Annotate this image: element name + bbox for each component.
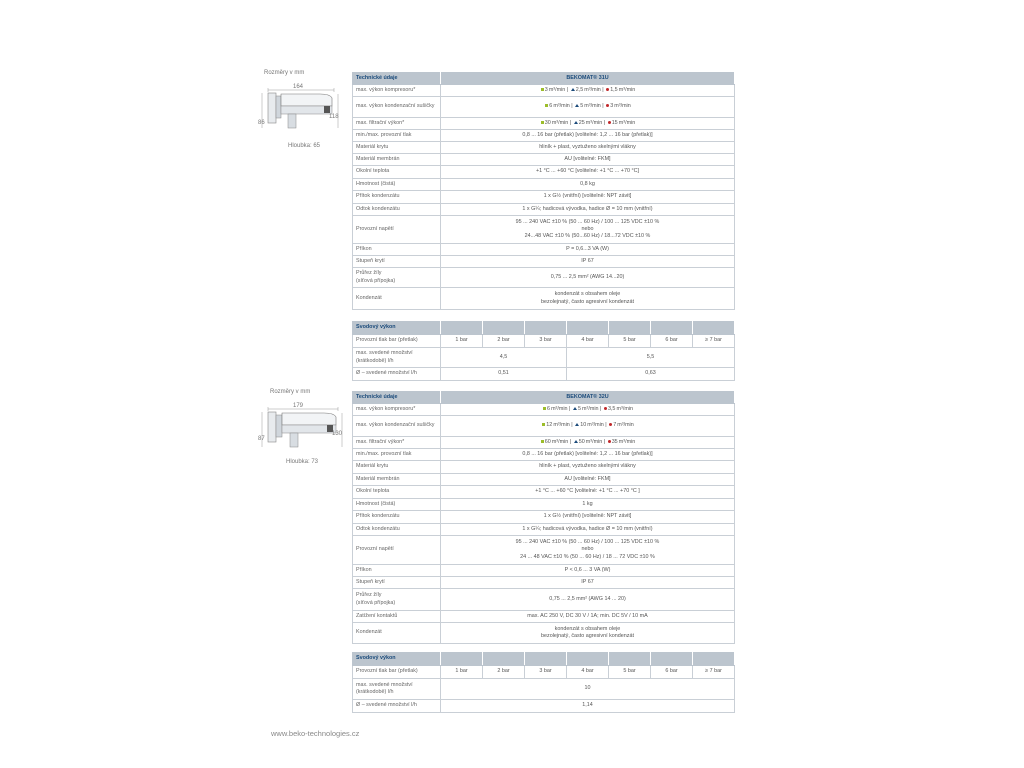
voltage-line-1: 95 ... 240 VAC ±10 % (50 ... 60 Hz) / 100 ... 125 VDC ±10 %	[515, 539, 660, 546]
quantity-row	[353, 679, 735, 700]
flow-triangle-value: 5	[580, 103, 584, 110]
bar-cell: 4 bar	[567, 666, 609, 679]
flow-values	[441, 85, 735, 97]
spec-row	[353, 118, 735, 130]
header-cell	[609, 653, 651, 666]
spec-value: 0,8 kg	[441, 179, 735, 191]
spec-row	[353, 536, 735, 565]
average-label: Ø – svedené množství l/h	[353, 700, 441, 713]
quantity-value: 10	[441, 679, 735, 700]
spec-value: 1 x G¼; hadicová vývodka, hadice Ø = 10 mm (vnitřní)	[441, 204, 735, 216]
bar-cell: ≥ 7 bar	[693, 335, 735, 348]
spec-header-model: BEKOMAT® 32U	[441, 392, 735, 404]
unit: m³/min	[582, 405, 599, 412]
drain-table-32u	[352, 652, 735, 713]
separator: |	[571, 103, 573, 110]
spec-row	[353, 154, 735, 166]
dimension-width: 179	[293, 403, 304, 409]
spec-label-line: Průřez žíly	[356, 592, 382, 599]
bar-cell: 6 bar	[651, 666, 693, 679]
header-cell	[525, 653, 567, 666]
bar-cell: 1 bar	[441, 666, 483, 679]
spec-row	[353, 437, 735, 449]
spec-label: min./max. provozní tlak	[353, 449, 441, 461]
separator: |	[569, 119, 572, 126]
header-cell	[441, 322, 483, 335]
spec-row	[353, 179, 735, 191]
spec-label: Příkon	[353, 565, 441, 577]
dimension-height-left: 87	[258, 436, 265, 442]
quantity-row	[353, 348, 735, 368]
flow-circle-value: 3,5	[607, 405, 616, 412]
spec-label: Přítok kondenzátu	[353, 511, 441, 524]
header-cell	[441, 653, 483, 666]
spec-label: Hmotnost (čistá)	[353, 179, 441, 191]
average-row	[353, 700, 735, 713]
spec-label	[353, 589, 441, 611]
average-row	[353, 368, 735, 381]
flow-circle-value: 3	[610, 103, 614, 110]
square-icon	[543, 407, 546, 410]
spec-header-model: BEKOMAT® 31U	[441, 73, 735, 85]
triangle-icon	[574, 440, 578, 443]
unit: m³/min	[551, 438, 569, 445]
spec-table-31u	[352, 72, 735, 310]
circle-icon	[604, 407, 607, 410]
spec-label: Materiál membrán	[353, 474, 441, 486]
unit: m³/min	[584, 86, 601, 93]
spec-label: Hmotnost (čistá)	[353, 499, 441, 511]
spec-header-row	[353, 392, 735, 404]
separator: |	[602, 86, 604, 93]
pressure-label: Provozní tlak bar (přetlak)	[353, 335, 441, 348]
flow-values	[441, 97, 735, 118]
header-cell	[651, 322, 693, 335]
unit: m³/min	[584, 103, 601, 110]
square-icon	[542, 423, 545, 426]
spec-row	[353, 511, 735, 524]
spec-value: hliník + plast, vyztuženo skelnými vlákny	[441, 461, 735, 474]
spec-row	[353, 524, 735, 536]
circle-icon	[608, 121, 611, 124]
drain-table-31u	[352, 321, 735, 381]
unit: m³/min	[553, 103, 570, 110]
spec-label: Kondenzát	[353, 623, 441, 644]
separator: |	[602, 103, 604, 110]
spec-row	[353, 474, 735, 486]
dimension-height-right: 118	[329, 114, 339, 120]
flow-triangle-value: 25	[578, 119, 585, 126]
spec-value: 1 x G½ (vnitřní) [volitelně: NPT závit]	[441, 511, 735, 524]
unit: m³/min	[616, 405, 634, 412]
unit: m³/min	[618, 86, 636, 93]
spec-value: 0,8 ... 16 bar (přetlak) [volitelné: 1,2 ... 16 bar (přetlak)]	[441, 449, 735, 461]
spec-row	[353, 499, 735, 511]
spec-row	[353, 577, 735, 589]
spec-value: P < 0,6 ... 3 VA (W)	[441, 565, 735, 577]
unit: m³/min	[585, 438, 603, 445]
flow-circle-value: 15	[611, 119, 618, 126]
triangle-icon	[574, 121, 578, 124]
pressure-row	[353, 666, 735, 679]
spec-row	[353, 565, 735, 577]
unit: m³/min	[548, 86, 566, 93]
header-cell	[483, 653, 525, 666]
unit: m³/min	[553, 422, 570, 429]
average-value: 0,63	[567, 368, 735, 381]
spec-value: 0,75 ... 2,5 mm² (AWG 14...20)	[441, 268, 735, 288]
spec-value: 0,8 ... 16 bar (přetlak) [volitelné: 1,2 ... 16 bar (přetlak)]	[441, 130, 735, 142]
dimension-depth: Hloubka: 65	[288, 143, 321, 149]
bar-cell: 5 bar	[609, 335, 651, 348]
circle-icon	[606, 88, 609, 91]
flow-square-value: 30	[544, 119, 551, 126]
condensate-line: bezolejnatý, často agresivní kondenzát	[541, 298, 634, 305]
separator: |	[566, 86, 569, 93]
spec-row	[353, 486, 735, 499]
spec-label-line: Průřez žíly	[356, 270, 382, 277]
spec-row	[353, 142, 735, 154]
spec-label: Příkon	[353, 244, 441, 256]
spec-row	[353, 449, 735, 461]
header-cell	[609, 322, 651, 335]
separator: |	[600, 405, 602, 412]
spec-label: Stupeň krytí	[353, 256, 441, 268]
dimension-width: 164	[293, 84, 304, 90]
spec-row	[353, 288, 735, 310]
spec-label-line: (síťová přípojka)	[356, 277, 396, 284]
header-cell	[651, 653, 693, 666]
spec-row	[353, 204, 735, 216]
spec-row	[353, 166, 735, 179]
spec-row	[353, 611, 735, 623]
dimension-drawing-2	[258, 389, 348, 473]
quantity-label-line: (krátkodobě) l/h	[356, 357, 394, 364]
flow-values	[441, 437, 735, 449]
dimension-title: Rozměry v mm	[264, 70, 305, 76]
flow-square-value: 6	[546, 405, 550, 412]
spec-value: IP 67	[441, 577, 735, 589]
bar-cell: 2 bar	[483, 335, 525, 348]
spec-row	[353, 191, 735, 204]
spec-value: P = 0,6...3 VA (W)	[441, 244, 735, 256]
flow-circle-value: 35	[611, 438, 618, 445]
separator: |	[603, 438, 606, 445]
spec-value: hliník + plast, vyztuženo skelnými vlákny	[441, 142, 735, 154]
flow-values	[441, 416, 735, 437]
unit: m³/min	[585, 119, 603, 126]
condensate-line: kondenzát s obsahem oleje	[554, 291, 621, 298]
flow-square-value: 6	[549, 103, 553, 110]
spec-label: max. filtrační výkon*	[353, 437, 441, 449]
spec-value	[441, 623, 735, 644]
quantity-label-line: max. svedené množství	[356, 350, 413, 357]
spec-value: 0,75 ... 2,5 mm² (AWG 14 ... 20)	[441, 589, 735, 611]
quantity-label-line: max. svedené množství	[356, 681, 413, 688]
dimension-drawing-1	[258, 70, 348, 154]
spec-row	[353, 130, 735, 142]
spec-table-32u	[352, 391, 735, 644]
unit: m³/min	[618, 438, 636, 445]
spec-value: AU [volitelné: FKM]	[441, 154, 735, 166]
separator: |	[605, 422, 607, 429]
spec-label: max. výkon kondenzační sušičky	[353, 97, 441, 118]
average-value: 1,14	[441, 700, 735, 713]
spec-label: Přítok kondenzátu	[353, 191, 441, 204]
dimension-height-left: 86	[258, 120, 265, 126]
separator: |	[571, 422, 573, 429]
spec-value: +1 °C ... +60 °C [volitelné: +1 °C ... +70 °C ]	[441, 486, 735, 499]
footer-url[interactable]: www.beko-technologies.cz	[271, 729, 360, 738]
quantity-label	[353, 679, 441, 700]
spec-row	[353, 268, 735, 288]
spec-label: Provozní napětí	[353, 216, 441, 244]
flow-values	[441, 404, 735, 416]
spec-label: Provozní napětí	[353, 536, 441, 565]
header-cell	[693, 322, 735, 335]
spec-row	[353, 216, 735, 244]
spec-value	[441, 536, 735, 565]
square-icon	[541, 121, 544, 124]
header-cell	[567, 322, 609, 335]
unit: m³/min	[614, 103, 631, 110]
bar-cell: 3 bar	[525, 335, 567, 348]
spec-label: min./max. provozní tlak	[353, 130, 441, 142]
unit: m³/min	[618, 119, 636, 126]
drain-header-row	[353, 322, 735, 335]
square-icon	[541, 440, 544, 443]
bar-cell: 2 bar	[483, 666, 525, 679]
circle-icon	[609, 423, 612, 426]
bar-cell: 1 bar	[441, 335, 483, 348]
spec-value	[441, 216, 735, 244]
header-cell	[693, 653, 735, 666]
spec-row	[353, 589, 735, 611]
bar-cell: 4 bar	[567, 335, 609, 348]
spec-label: Materiál krytu	[353, 461, 441, 474]
spec-label: Zatížení kontaktů	[353, 611, 441, 623]
spec-label: max. výkon kondenzační sušičky	[353, 416, 441, 437]
flow-triangle-value: 2,5	[575, 86, 584, 93]
spec-row	[353, 623, 735, 644]
flow-square-value: 60	[544, 438, 551, 445]
spec-label: Materiál membrán	[353, 154, 441, 166]
circle-icon	[606, 104, 609, 107]
triangle-icon	[575, 104, 579, 107]
spec-value: IP 67	[441, 256, 735, 268]
dimension-height-right: 130	[332, 431, 343, 437]
quantity-label	[353, 348, 441, 368]
separator: |	[569, 438, 572, 445]
triangle-icon	[571, 88, 575, 91]
spec-label: Stupeň krytí	[353, 577, 441, 589]
spec-label: max. výkon kompresoru*	[353, 404, 441, 416]
spec-label: Okolní teplota	[353, 166, 441, 179]
spec-label: Kondenzát	[353, 288, 441, 310]
drain-header-label: Svodový výkon	[353, 322, 441, 335]
quantity-value: 4,5	[441, 348, 567, 368]
spec-row	[353, 97, 735, 118]
spec-row	[353, 404, 735, 416]
flow-square-value: 3	[544, 86, 548, 93]
bar-cell: 6 bar	[651, 335, 693, 348]
voltage-line-3: 24...48 VAC ±10 % (50...60 Hz) / 18...72 VDC ±10 %	[524, 233, 651, 239]
flow-triangle-value: 50	[578, 438, 585, 445]
separator: |	[569, 405, 571, 412]
header-cell	[525, 322, 567, 335]
pressure-row	[353, 335, 735, 348]
condensate-line: kondenzát s obsahem oleje	[554, 625, 621, 632]
triangle-icon	[575, 423, 579, 426]
spec-label: max. filtrační výkon*	[353, 118, 441, 130]
header-cell	[567, 653, 609, 666]
bar-cell: ≥ 7 bar	[693, 666, 735, 679]
flow-triangle-value: 5	[577, 405, 581, 412]
unit: m³/min	[617, 422, 634, 429]
condensate-line: bezolejnatý, často agresivní kondenzát	[541, 633, 634, 639]
spec-value: 1 kg	[441, 499, 735, 511]
spec-row	[353, 416, 735, 437]
spec-row	[353, 461, 735, 474]
spec-value	[441, 288, 735, 310]
spec-value: +1 °C ... +60 °C [volitelné: +1 °C ... +70 °C]	[441, 166, 735, 179]
bar-cell: 3 bar	[525, 666, 567, 679]
voltage-line-1: 95 ... 240 VAC ±10 % (50 ... 60 Hz) / 100 ... 125 VDC ±10 %	[515, 218, 660, 225]
spec-value: 1 x G½ (vnitřní) [volitelně: NPT závit]	[441, 191, 735, 204]
spec-label: max. výkon kompresoru*	[353, 85, 441, 97]
drain-header-label: Svodový výkon	[353, 653, 441, 666]
quantity-value: 5,5	[567, 348, 735, 368]
separator: |	[603, 119, 606, 126]
header-cell	[483, 322, 525, 335]
dimension-title: Rozměry v mm	[270, 389, 311, 395]
unit: m³/min	[551, 119, 569, 126]
average-label: Ø – svedené množství l/h	[353, 368, 441, 381]
spec-value: AU [volitelné: FKM]	[441, 474, 735, 486]
bar-cell: 5 bar	[609, 666, 651, 679]
spec-value: max. AC 250 V, DC 30 V / 1A; min. DC 5V / 10 mA	[441, 611, 735, 623]
spec-label: Okolní teplota	[353, 486, 441, 499]
circle-icon	[608, 440, 611, 443]
square-icon	[545, 104, 548, 107]
spec-row	[353, 85, 735, 97]
voltage-line-2: nebo	[581, 225, 594, 232]
drain-header-row	[353, 653, 735, 666]
voltage-line-2: nebo	[581, 546, 594, 553]
spec-label: Odtok kondenzátu	[353, 524, 441, 536]
flow-circle-value: 1,5	[610, 86, 618, 93]
spec-value: 1 x G¼; hadicová vývodka, hadice Ø = 10 mm (vnitřní)	[441, 524, 735, 536]
average-value: 0,51	[441, 368, 567, 381]
flow-values	[441, 118, 735, 130]
dimension-depth: Hloubka: 73	[286, 459, 319, 465]
voltage-line-3: 24 ... 48 VAC ±10 % (50 ... 60 Hz) / 18 ... 72 VDC ±10 %	[520, 553, 655, 560]
quantity-label-line: (krátkodobě) l/h	[356, 689, 394, 695]
spec-label	[353, 268, 441, 288]
spec-row	[353, 244, 735, 256]
unit: m³/min	[587, 422, 604, 429]
unit: m³/min	[551, 405, 568, 412]
spec-row	[353, 256, 735, 268]
flow-triangle-value: 10	[580, 422, 587, 429]
triangle-icon	[573, 407, 577, 410]
flow-circle-value: 7	[613, 422, 617, 429]
spec-label: Odtok kondenzátu	[353, 204, 441, 216]
flow-square-value: 12	[546, 422, 553, 429]
pressure-label: Provozní tlak bar (přetlak)	[353, 666, 441, 679]
square-icon	[541, 88, 544, 91]
spec-label: Materiál krytu	[353, 142, 441, 154]
spec-header-label: Technické údaje	[353, 392, 441, 404]
spec-header-label: Technické údaje	[353, 73, 441, 85]
spec-header-row	[353, 73, 735, 85]
spec-label-line: (síťová přípojka)	[356, 599, 396, 606]
